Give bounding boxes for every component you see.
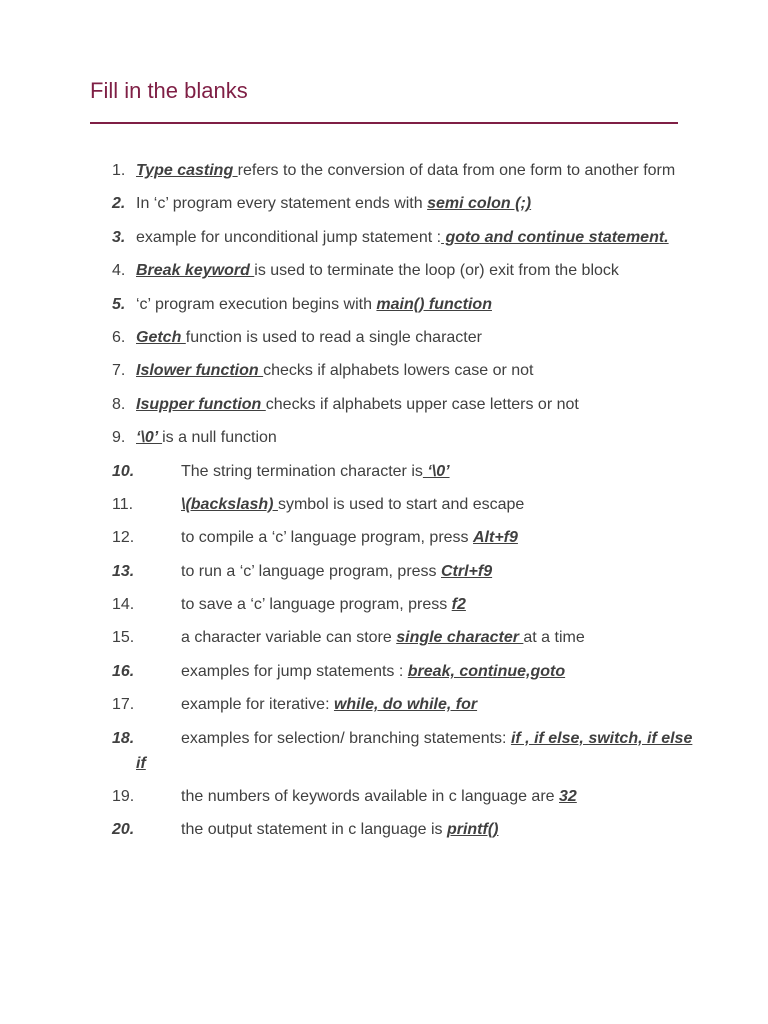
item-number: 19. <box>112 788 135 806</box>
answer-text: semi colon (;) <box>427 195 532 213</box>
list-item <box>0 358 696 383</box>
item-number: 11. <box>112 495 134 513</box>
question-text: examples for jump statements : <box>181 662 408 680</box>
item-number: 2. <box>112 195 126 213</box>
answer-text: Type casting <box>136 162 238 179</box>
item-number: 17. <box>112 696 135 714</box>
item-number: 6. <box>112 328 126 346</box>
question-text: is a null function <box>162 429 277 447</box>
item-number: 7. <box>112 362 126 380</box>
question-text: at a time <box>523 629 585 647</box>
list-item <box>0 425 696 450</box>
list-item <box>0 459 696 484</box>
item-number: 3. <box>112 228 126 246</box>
question-list <box>0 158 768 851</box>
answer-text: printf() <box>446 821 499 839</box>
item-number: 8. <box>112 395 126 413</box>
question-text: ‘c’ program execution begins with <box>136 295 377 313</box>
question-text: checks if alphabets upper case letters or not <box>265 395 579 413</box>
answer-text: Break keyword <box>136 262 255 280</box>
list-item <box>0 592 696 617</box>
answer-text: main() function <box>376 295 492 313</box>
item-number: 20. <box>112 821 135 839</box>
list-item <box>0 525 696 550</box>
answer-text: Alt+f9 <box>473 529 518 547</box>
question-text: a character variable can store <box>181 629 397 647</box>
question-text: the output statement in c language is <box>181 821 447 839</box>
item-number: 5. <box>112 295 126 313</box>
answer-text: \(backslash) <box>181 495 278 513</box>
item-number: 1. <box>112 162 126 179</box>
question-text: refers to the conversion of data from one form to another form <box>237 162 676 179</box>
list-item <box>0 692 696 717</box>
item-number: 9. <box>112 429 126 447</box>
answer-text: break, continue,goto <box>407 662 566 680</box>
list-item <box>0 258 696 283</box>
question-text: examples for selection/ branching statements: <box>181 729 511 747</box>
list-item <box>0 158 696 183</box>
item-number: 4. <box>112 262 126 280</box>
question-text: The string termination character is <box>181 462 423 480</box>
answer-text: if , if else, switch, if else if <box>136 729 693 772</box>
question-text: function is used to read a single character <box>185 328 482 346</box>
list-item <box>0 559 696 584</box>
item-number: 16. <box>112 662 135 680</box>
list-item <box>0 817 696 842</box>
answer-text: single character <box>396 629 524 647</box>
answer-text: Ctrl+f9 <box>441 562 493 580</box>
list-item <box>0 292 696 317</box>
list-item <box>0 726 696 776</box>
question-text: checks if alphabets lowers case or not <box>263 362 534 380</box>
question-text: symbol is used to start and escape <box>277 495 525 513</box>
list-item <box>0 225 696 250</box>
question-text: example for unconditional jump statement : <box>136 228 442 246</box>
item-number: 13. <box>112 562 135 580</box>
list-item <box>0 625 696 650</box>
answer-text: Isupper function <box>136 395 266 413</box>
question-text: is used to terminate the loop (or) exit from the block <box>254 262 619 280</box>
answer-text: Islower function <box>136 362 264 380</box>
question-text: In ‘c’ program every statement ends with <box>136 195 428 213</box>
answer-text: goto and continue statement. <box>441 228 669 246</box>
page-title: Fill in the blanks <box>90 78 248 103</box>
question-text: example for iterative: <box>181 696 334 714</box>
title-divider <box>90 122 678 124</box>
item-number: 18. <box>112 729 135 747</box>
item-number: 10. <box>112 462 135 480</box>
question-text: to compile a ‘c’ language program, press <box>181 529 473 547</box>
list-item <box>0 325 696 350</box>
list-item <box>0 784 696 809</box>
item-number: 15. <box>112 629 135 647</box>
item-number: 12. <box>112 529 135 547</box>
answer-text: f2 <box>451 596 466 614</box>
answer-text: Getch <box>136 328 186 346</box>
answer-text: ‘\0’ <box>422 462 450 480</box>
question-text: to run a ‘c’ language program, press <box>181 562 441 580</box>
list-item <box>0 191 696 216</box>
list-item <box>0 392 696 417</box>
answer-text: while, do while, for <box>333 696 478 714</box>
question-text: the numbers of keywords available in c language are <box>181 788 559 806</box>
question-text: to save a ‘c’ language program, press <box>181 596 452 614</box>
list-item <box>0 492 696 517</box>
answer-text: ‘\0’ <box>136 429 163 447</box>
answer-text: 32 <box>559 788 577 806</box>
item-number: 14. <box>112 596 135 614</box>
list-item <box>0 659 696 684</box>
